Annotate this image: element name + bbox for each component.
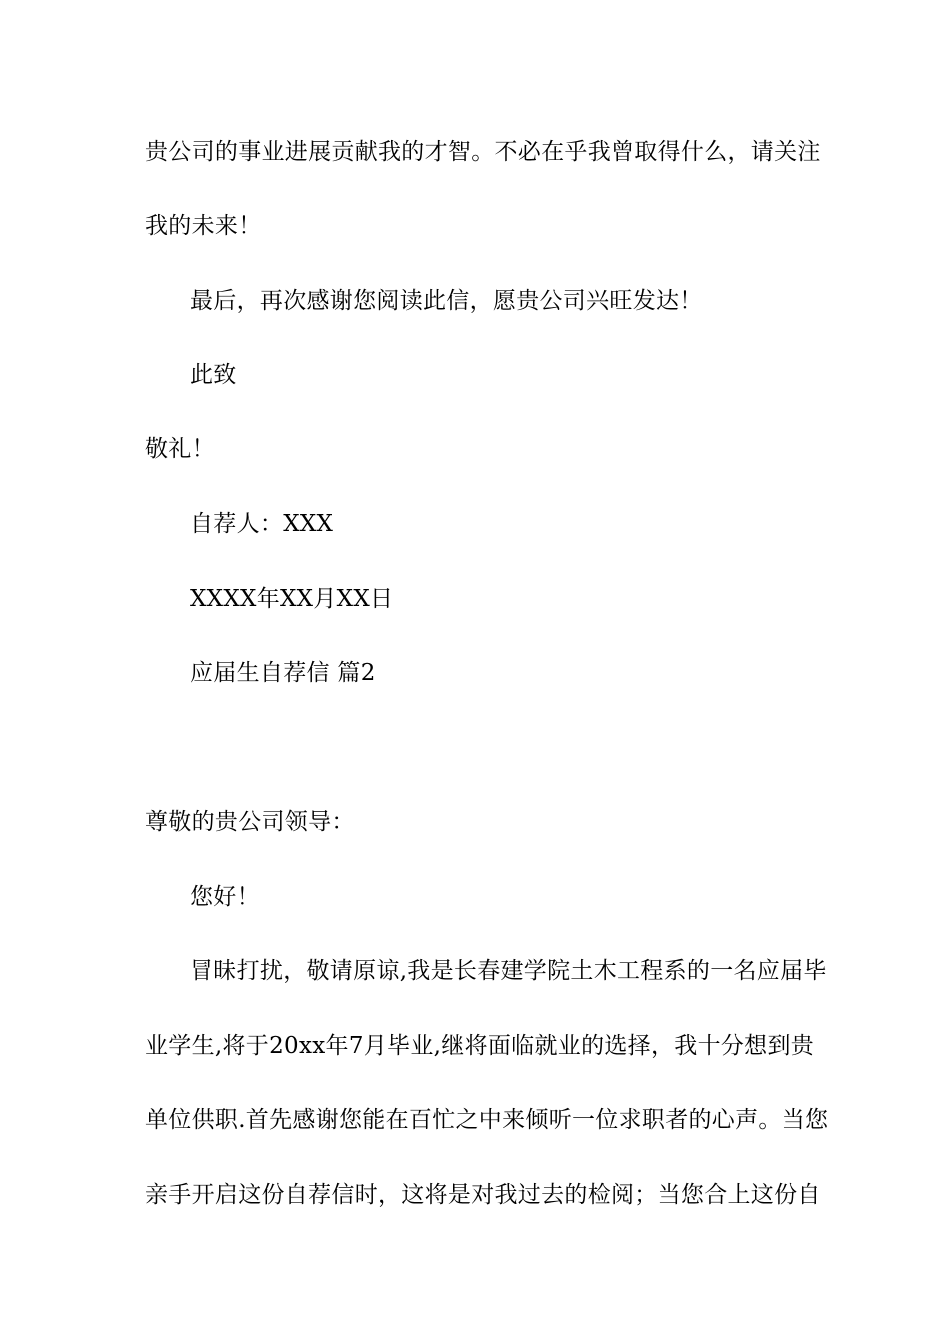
signature-name: 自荐人：XXX xyxy=(190,511,334,537)
body-line: 贵公司的事业进展贡献我的才智。不必在乎我曾取得什么，请关注 xyxy=(145,139,821,165)
body-line: 冒昧打扰，敬请原谅,我是长春建学院土木工程系的一名应届毕 xyxy=(190,958,827,984)
body-line: 亲手开启这份自荐信时，这将是对我过去的检阅；当您合上这份自 xyxy=(145,1182,821,1208)
salutation-closing: 此致 xyxy=(190,362,237,388)
signature-date: XXXX年XX月XX日 xyxy=(190,586,394,612)
closing-paragraph: 最后，再次感谢您阅读此信，愿贵公司兴旺发达！ xyxy=(190,288,703,314)
greeting: 您好！ xyxy=(190,884,260,910)
salutation-regards: 敬礼！ xyxy=(145,436,215,462)
body-line: 单位供职.首先感谢您能在百忙之中来倾听一位求职者的心声。当您 xyxy=(145,1107,829,1133)
greeting-addressee: 尊敬的贵公司领导： xyxy=(145,809,355,835)
body-line: 我的未来！ xyxy=(145,213,262,239)
section-heading: 应届生自荐信 篇2 xyxy=(190,660,376,686)
body-line: 业学生,将于20xx年7月毕业,继将面临就业的选择，我十分想到贵 xyxy=(145,1033,815,1059)
